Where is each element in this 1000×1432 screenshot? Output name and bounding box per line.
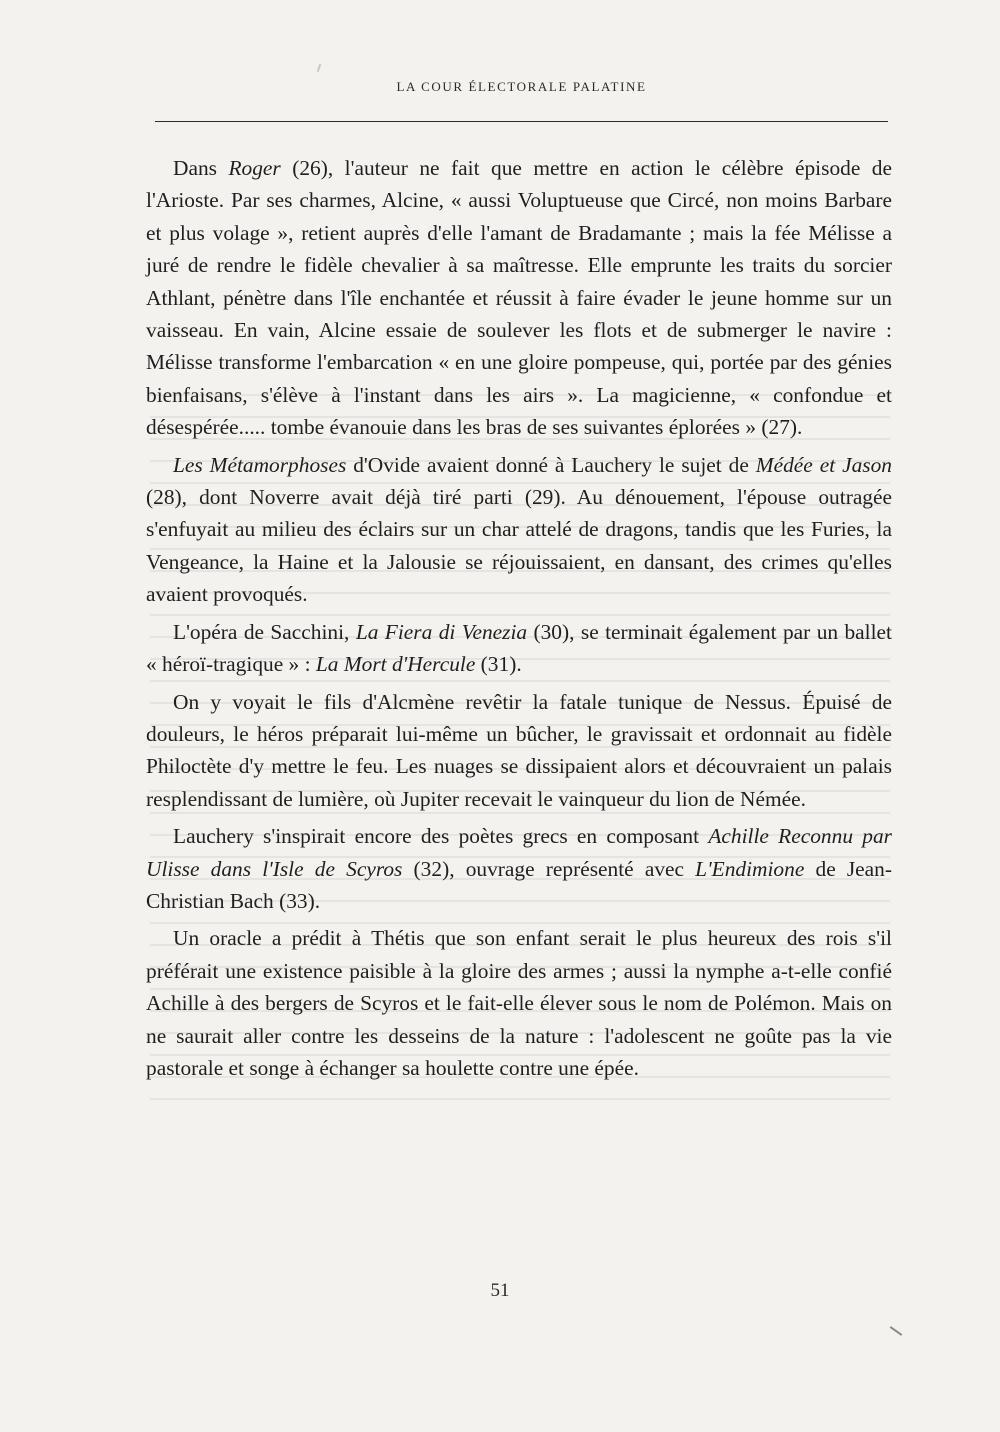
paragraph xyxy=(146,616,892,681)
text-run: de Jean-Christian Bach (33). xyxy=(146,856,892,913)
paper-mark xyxy=(890,1326,903,1336)
text-run: Lauchery s'inspirait encore des poètes grecs en composant xyxy=(173,824,709,849)
text-run: (31). xyxy=(475,652,522,677)
italic-title: L'Endimione xyxy=(695,856,805,881)
italic-title: Les Métamorphoses xyxy=(173,452,347,477)
page-number: 51 xyxy=(490,1280,510,1301)
text-run: (30), se terminait également par un ballet « héroï-tragique » : xyxy=(146,619,892,677)
running-head: LA COUR ÉLECTORALE PALATINE xyxy=(396,79,647,94)
text-run: d'Ovide avaient donné à Lauchery le sujet de xyxy=(346,452,756,477)
paragraph xyxy=(146,686,892,816)
paper-speck xyxy=(317,64,322,72)
paragraph xyxy=(146,922,892,1084)
text-run: (26), l'auteur ne fait que mettre en action le célèbre épisode de l'Arioste. Par ses charmes, Alcine, « aussi Voluptueuse que Circé, non moins Barbare et plus volage », retient auprès d'elle l'amant de Bradamante ; mais la fée Mélisse a juré de rendre le fidèle chevalier à sa maîtresse. Elle emprunte les traits du sorcier Athlant, pénètre dans l'île enchantée et réussit à faire évader le jeune homme sur un vaisseau. En vain, Alcine essaie de soulever les flots et de submerger le navire : Mélisse transforme l'embarcation « en une gloire pompeuse, qui, portée par des génies bienfaisans, s'élève à l'instant dans les airs ». La magicienne, « confondue et désespérée..... tombe évanouie dans les bras de ses suivantes éplorées » (27). xyxy=(146,156,892,440)
header-rule xyxy=(155,121,888,122)
paragraph xyxy=(146,152,892,444)
text-run: L'opéra de Sacchini, xyxy=(173,619,356,644)
text-run: (28), dont Noverre avait déjà tiré parti (29). Au dénouement, l'épouse outragée s'enfuyait au milieu des éclairs sur un char attelé de dragons, tandis que les Furies, la Vengeance, la Haine et la Jalousie se réjouissaient, en dansant, des crimes qu'elles avaient provoqués. xyxy=(146,485,892,607)
italic-title: La Mort d'Hercule xyxy=(315,652,476,677)
italic-title: Achille Reconnu par Ulisse dans l'Isle de Scyros xyxy=(146,824,892,881)
text-run: Dans xyxy=(173,156,229,180)
italic-title: La Fiera di Venezia xyxy=(355,619,528,644)
paragraph xyxy=(146,820,892,917)
italic-title: Médée et Jason xyxy=(755,452,892,477)
text-run: (32), ouvrage représenté avec xyxy=(402,856,696,881)
text-run: Un oracle a prédit à Thétis que son enfant serait le plus heureux des rois s'il préférait une existence paisible à la gloire des armes ; aussi la nymphe a-t-elle confié Achille à des bergers de Scyros et le fait-elle élever sous le nom de Polémon. Mais on ne saurait aller contre les desseins de la nature : l'adolescent ne goûte pas la vie pastorale et songe à échanger sa houlette contre une épée. xyxy=(146,926,892,1080)
italic-title: Roger xyxy=(228,156,281,180)
paragraph xyxy=(146,449,892,611)
body-text xyxy=(146,152,892,1084)
text-run: On y voyait le fils d'Alcmène revêtir la fatale tunique de Nessus. Épuisé de douleurs, le héros préparait lui-même un bûcher, le gravissait et ordonnait au fidèle Philoctète d'y mettre le feu. Les nuages se dissipaient alors et découvraient un palais resplendissant de lumière, où Jupiter recevait le vainqueur du lion de Némée. xyxy=(146,689,892,811)
